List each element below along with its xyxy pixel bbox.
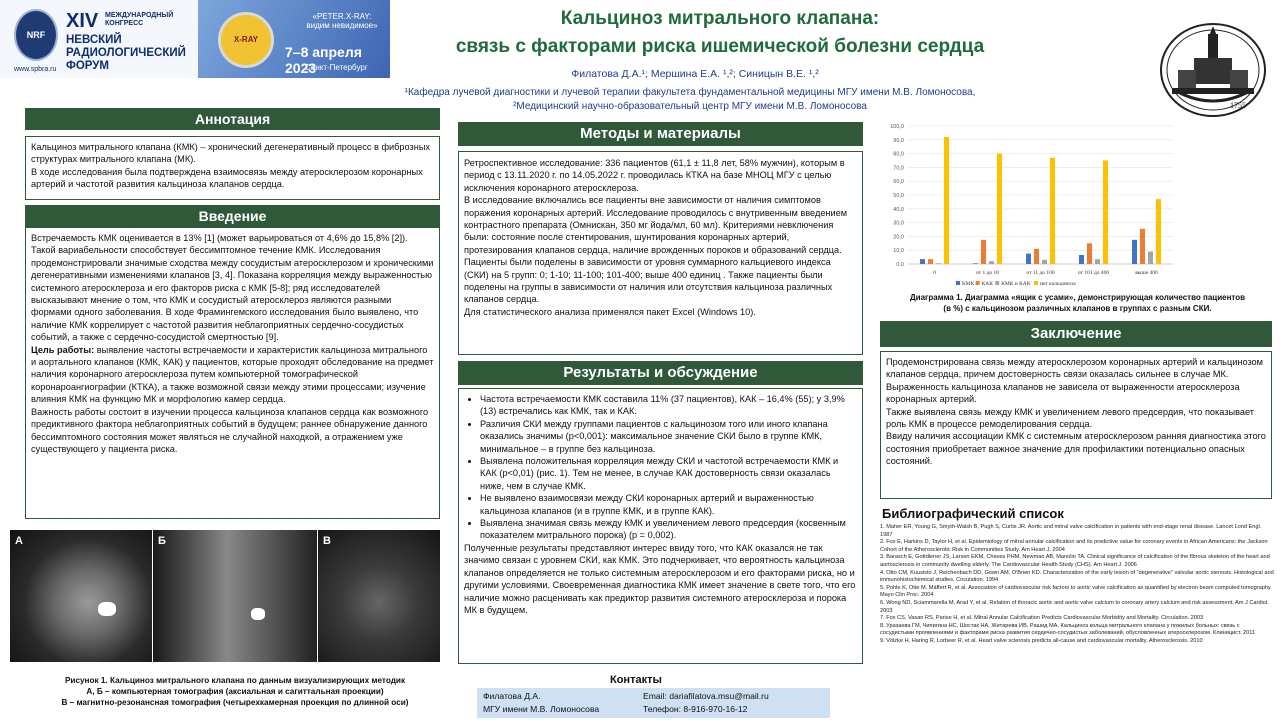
- annotation-box: [25, 136, 440, 200]
- conclusion-p2: Выраженность кальциноза клапанов не зависела от выраженности атеросклероза коронарных артерий.: [886, 381, 1240, 405]
- y-tick-label: 0,0: [896, 262, 904, 268]
- diagram-caption: [880, 292, 1275, 314]
- calcification-spot: [251, 608, 265, 620]
- y-tick-label: 50,0: [893, 193, 904, 199]
- conference-banner: [0, 0, 390, 78]
- legend-label: КМК: [962, 281, 975, 287]
- image-label-b: Б: [158, 535, 166, 547]
- affiliation-1: ¹Кафедра лучевой диагностики и лучевой терапии факультета фундаментальной медицины МГУ имени М.В. Ломоносова,: [404, 87, 976, 98]
- forum-emblem: X-RAY: [218, 12, 274, 68]
- conclusion-section: [880, 321, 1272, 499]
- image-label-v: В: [323, 535, 331, 547]
- caption-line-2: А, Б – компьютерная томография (аксиальная и сагиттальная проекции): [86, 687, 384, 696]
- congress-label: МЕЖДУНАРОДНЫЙ КОНГРЕСС: [105, 12, 174, 27]
- conclusion-p1: Продемонстрирована связь между атеросклерозом коронарных артерий и кальцинозом клапанов сердца, причем достоверность связи оказалась сильнее в случае МК.: [886, 357, 1263, 380]
- annotation-heading: Аннотация: [25, 108, 440, 130]
- bar: [1095, 259, 1100, 264]
- contact-phone: Телефон: 8-916-970-16-12: [643, 704, 748, 714]
- contact-email[interactable]: Email: dariafilatova.msu@mail.ru: [643, 691, 769, 701]
- bar: [1034, 249, 1039, 264]
- contacts-row-1: [483, 690, 824, 703]
- forum-city: Санкт-Петербург: [305, 63, 368, 72]
- y-tick-label: 70,0: [893, 165, 904, 172]
- authors: Филатова Д.А.¹; Мершина Е.А. ¹,²; Синицын В.Е. ¹,²: [571, 68, 819, 80]
- bar: [928, 259, 933, 264]
- bar: [1026, 254, 1031, 264]
- bar: [936, 263, 941, 264]
- methods-heading: Методы и материалы: [458, 122, 863, 146]
- results-list: [464, 393, 857, 542]
- x-tick-label: от 1 до 10: [975, 270, 1000, 276]
- diagram-caption-line-1: Диаграмма 1. Диаграмма «ящик с усами», демонстрирующая количество пациентов: [909, 293, 1246, 302]
- intro-p1: Встречаемость КМК оценивается в 13% [1] (может варьироваться от 4,6% до 15,8% [2]). Такой вариабельности способствует бессимптомное течение КМК. Исследования продемонстрировали значимые сходства между сосудистым атеросклерозом и хроническими дегенеративными изменениями клапанов [3, 4]. Показана корреляция между выраженностью системного атеросклероза и его факторов риска с КМК [5-8]; ряд исследователей высказывают мнение о том, что КМК и сосудистый атеросклероз являются разными формами одного заболевания. В ходе Фрамингемского исследования было выявлено, что наличие КМК коррелирует с частотой развития неблагоприятных сердечно-сосудистых событий, а также с сердечно-сосудистой смертностью [9].: [31, 233, 434, 343]
- goal-text: выявление частоты встречаемости и характеристик кальциноза митрального и аортального клапанов (КМК, КАК) у пациентов, которые проходят обследование на предмет наличия коронарного атеросклероза путем компьютерной томографической коронароангиографии (КТКА), а также возможной связи между этими процессами; изучение влияния КМК на функцию МК и морфологию камер сердца.: [31, 344, 434, 405]
- conclusion-p3: Также выявлена связь между КМК и увеличением левого предсердия, что показывает роль КМК в процессе ремоделирования сердца.: [886, 406, 1254, 430]
- y-tick-label: 10,0: [893, 248, 904, 255]
- methods-p3: Пациенты были поделены в зависимости от уровня суммарного кальциевого индекса (СКИ) на 5 групп: 0; 1-10; 11-100; 101-400; выше 400 единиц . Также пациенты были поделены на группы в зависимости от наличия или отсутствия кальциноза различных клапанов сердца.: [464, 257, 833, 305]
- legend-swatch: [1034, 281, 1038, 285]
- results-bullet: • Различия СКИ между группами пациентов с кальцинозом того или иного клапана оказались значимы (p<0,001): максимальное значение СКИ было в группе КМК, минимальное – в группе без кальциноза.: [480, 418, 857, 455]
- bibliography-item: 3. Barasch E, Gottdiener JS, Larsen EKM, Chaves PHM, Newman AB, Manolio TA. Clinical significance of calcification of the fibrous skeleton of the heart and aortosclerosis in community dwelling elderly. The Cardiovascular Health Study (CHS). Am Heart J. 2006: [880, 554, 1270, 568]
- y-tick-label: 90,0: [893, 137, 904, 144]
- calcification-spot: [98, 602, 116, 616]
- msu-emblem-icon: [1158, 22, 1268, 118]
- x-tick-label: от 101 до 400: [1077, 270, 1110, 276]
- seal-year: 1755: [1230, 101, 1246, 110]
- intro-heading: Введение: [25, 205, 440, 227]
- results-bullet: • Выявлена положительная корреляция между СКИ и частотой встречаемости КМК и КАК (p<0,01) (рис. 1). Тем не менее, в случае КАК достоверность связи оказалась ниже, чем в случае КМК.: [480, 455, 857, 492]
- results-bullet: • Не выявлено взаимосвязи между СКИ коронарных артерий и выраженностью кальциноза клапанов (и в группе КМК, и в группе КАК).: [480, 492, 857, 517]
- bar: [981, 240, 986, 264]
- title-line-1: Кальциноз митрального клапана:: [560, 8, 880, 29]
- bar: [1103, 161, 1108, 265]
- nrf-logo: NRF: [14, 9, 58, 61]
- legend-label: КМК и КАК: [1001, 281, 1031, 287]
- methods-p2: В исследование включались все пациенты вне зависимости от наличия симптомов поражения коронарных артерий. Исследование проводилось с внутривенным введением контрастного препарата (Омнискан, 350 мг йода/мл, 60 мл). Критериями невключения были: состояние после стентирования, шунтирования коронарных артерий, протезирования клапанов сердца, наличие врожденных пороков и образований сердца.: [464, 195, 848, 255]
- image-label-a: А: [15, 535, 23, 547]
- title-line-2: связь с факторами риска ишемической болезни сердца: [455, 36, 985, 57]
- methods-box: [458, 151, 863, 355]
- bar: [1132, 240, 1137, 264]
- figure1-caption: [15, 675, 455, 708]
- results-box: [458, 388, 863, 664]
- bibliography-heading: Библиографический список: [882, 506, 1064, 521]
- contact-name: Филатова Д.А.: [483, 691, 541, 701]
- bibliography-item: 5. Pohle K, Otte M, Mäffert R, et al. Association of cardiovascular risk factors to aortic valve calcification as quantified by electron beam computed tomography. Mayo Clin Proc. 2004: [880, 584, 1272, 599]
- forum-site: www.spbra.ru: [14, 66, 57, 73]
- contacts-heading: Контакты: [610, 674, 662, 686]
- bibliography-item: 7. Fox CS, Vasan RS, Parise H, et al. Mitral Annular Calcification Predicts Cardiovascular Morbidity and Mortality. Circulation. 2003: [880, 615, 1204, 622]
- legend-swatch: [976, 281, 980, 285]
- forum-dates: 7–8 апреля 2023: [285, 44, 362, 76]
- annotation-p2: В ходе исследования была подтверждена взаимосвязь между атеросклерозом коронарных артерий и частотой развития кальциноза клапанов сердца.: [31, 166, 423, 190]
- bar: [1148, 252, 1153, 264]
- goal-label: Цель работы:: [31, 344, 95, 355]
- caption-line-1: Рисунок 1. Кальциноз митрального клапана по данным визуализирующих методик: [64, 676, 406, 685]
- bar: [1079, 255, 1084, 264]
- legend-label: КАК: [981, 281, 993, 287]
- conclusion-p4: Ввиду наличия ассоциации КМК с системным атеросклерозом ранняя диагностика этого состояния приобретает важное значение для профилактики потенциально опасных состояний.: [886, 431, 1266, 467]
- intro-box: [25, 227, 440, 519]
- intro-section: [25, 205, 440, 519]
- contact-org: МГУ имени М.В. Ломоносова: [483, 704, 600, 714]
- bar: [973, 263, 978, 264]
- bibliography-list: [880, 524, 1275, 646]
- results-section: [458, 361, 863, 664]
- intro-p3: Важность работы состоит в изучении процесса кальциноза клапанов сердца как возможного предиктивного фактора неблагоприятных событий в будущем; раннее обнаружение данного бессимптомного состояния может являться не случайной находкой, а отражением уже существующего у пациента риска.: [31, 406, 429, 454]
- poster-title: [430, 5, 1010, 61]
- methods-p1: Ретроспективное исследование: 336 пациентов (61,1 ± 11,8 лет, 58% мужчин), которым в период с 13.11.2020 г. по 14.05.2022 г. проводилась КТКА на базе МНОЦ МГУ с целью исключения коронарного атеросклероза.: [464, 158, 845, 193]
- x-tick-label: выше 400: [1135, 270, 1158, 276]
- legend-swatch: [956, 281, 960, 285]
- diagram-caption-line-2: (в %) с кальцинозом различных клапанов в группах с разным СКИ.: [943, 304, 1212, 313]
- results-heading: Результаты и обсуждение: [458, 361, 863, 385]
- mri-image: [318, 530, 440, 662]
- legend-swatch: [995, 281, 999, 285]
- bibliography-item: 8. Уразаева ГМ, Чипигина НС, Шостак НА, Житарева ИВ, Рашид МА. Кальциноз кольца митрального клапана у пожилых больных: связь с сосудистыми проявлениями и факторами риска развития сердечно-сосудистых заболеваний, обусловленных атеросклерозом. Клиницист. 2011: [880, 622, 1256, 637]
- bar: [920, 259, 925, 264]
- caption-line-3: В – магнитно-резонансная томография (четырехкамерная проекция по длинной оси): [61, 698, 409, 707]
- x-tick-label: от 11 до 100: [1026, 270, 1055, 276]
- forum-name: НЕВСКИЙ РАДИОЛОГИЧЕСКИЙ ФОРУМ: [66, 34, 186, 72]
- legend-label: нет кальциноза: [1040, 281, 1076, 287]
- annotation-section: [25, 108, 440, 200]
- congress-number: XIV: [66, 10, 99, 32]
- bar: [1042, 260, 1047, 264]
- bibliography-item: 6. Wong ND, Sciammarella M, Arad Y, et al. Relation of thoracic aortic and aortic valve calcium to coronary artery calcium and risk assessment. Am J Cardiol. 2003: [880, 599, 1269, 614]
- conclusion-box: [880, 351, 1272, 499]
- annotation-p1: Кальциноз митрального клапана (КМК) – хронический дегенеративный процесс в фиброзных структурах митрального клапана (МК).: [31, 142, 431, 165]
- bibliography-item: 1. Maher ER, Young G, Smyth-Walsh B, Pugh S, Curtis JR. Aortic and mitral valve calcification in patients with end-stage renal disease. Lancet Lond Engl. 1987: [880, 524, 1262, 538]
- y-tick-label: 20,0: [893, 234, 904, 241]
- bar: [997, 154, 1002, 264]
- methods-section: [458, 122, 863, 355]
- results-discussion: Полученные результаты представляют интерес ввиду того, что КАК оказался не так значимо связан с уровнем СКИ, как КМК. Это подчеркивает, что вероятность кальциноза клапанов определяется не только системным атеросклерозом и его факторами риска, но и другими условиями. Своевременная диагностика КМК имеет значение в свете того, что его наличие можно расценивать как предиктор развития системного атеросклероза и порока МК в будущем.: [464, 542, 856, 615]
- bar: [1087, 243, 1092, 264]
- x-tick-label: 0: [933, 270, 936, 276]
- y-tick-label: 40,0: [893, 206, 904, 213]
- ct-sagittal-image: [153, 530, 317, 662]
- ct-axial-image: [10, 530, 152, 662]
- intro-goal: [31, 344, 434, 406]
- bibliography-item: 2. Fox E, Harkins D, Taylor H, et al. Epidemiology of mitral annular calcification and its predictive value for coronary events in African Americans: the Jackson Cohort of the Atherosclerotic Risk in Communities Study. Am Heart J. 2004: [880, 539, 1268, 553]
- results-bullet: • Частота встречаемости КМК составила 11% (37 пациентов), КАК – 16,4% (55); у 3,9% (13) встречались как КМК, так и КАК.: [480, 393, 857, 418]
- contacts-row-2: [483, 703, 824, 716]
- bar: [1050, 158, 1055, 264]
- bibliography-item: 9. Völzke H, Haring R, Lorbeer R, et al. Heart valve sclerosis predicts all-cause and cardiovascular mortality. Atherosclerosis. 2010: [880, 637, 1203, 644]
- calcification-bar-chart: [878, 118, 1178, 290]
- y-tick-label: 30,0: [893, 220, 904, 227]
- contacts-box: [477, 688, 830, 718]
- conclusion-heading: Заключение: [880, 321, 1272, 347]
- affiliation-2: ²Медицинский научно-образовательный центр МГУ имени М.В. Ломоносова: [513, 101, 867, 112]
- bar: [1140, 229, 1145, 264]
- bibliography-item: 4. Otto CM, Kuusisto J, Reichenbach DD, Gown AM, O'Brien KD. Characterization of the early lesion of "degenerative" valvular aortic stenosis. Histological and immunohistochemical studies. Circulation. 1994: [880, 569, 1274, 584]
- y-tick-label: 80,0: [893, 151, 904, 158]
- y-tick-label: 100,0: [890, 124, 904, 130]
- y-tick-label: 60,0: [893, 179, 904, 186]
- bar: [944, 137, 949, 264]
- bar: [1156, 199, 1161, 264]
- methods-p4: Для статистического анализа применялся пакет Excel (Windows 10).: [464, 306, 756, 317]
- bar: [989, 261, 994, 264]
- results-bullet: • Выявлена значимая связь между КМК и увеличением левого предсердия (косвенным показателем митрального порока) (p = 0,002).: [480, 517, 857, 542]
- forum-slogan: «PETER.X-RAY: видим невидимое»: [306, 12, 378, 30]
